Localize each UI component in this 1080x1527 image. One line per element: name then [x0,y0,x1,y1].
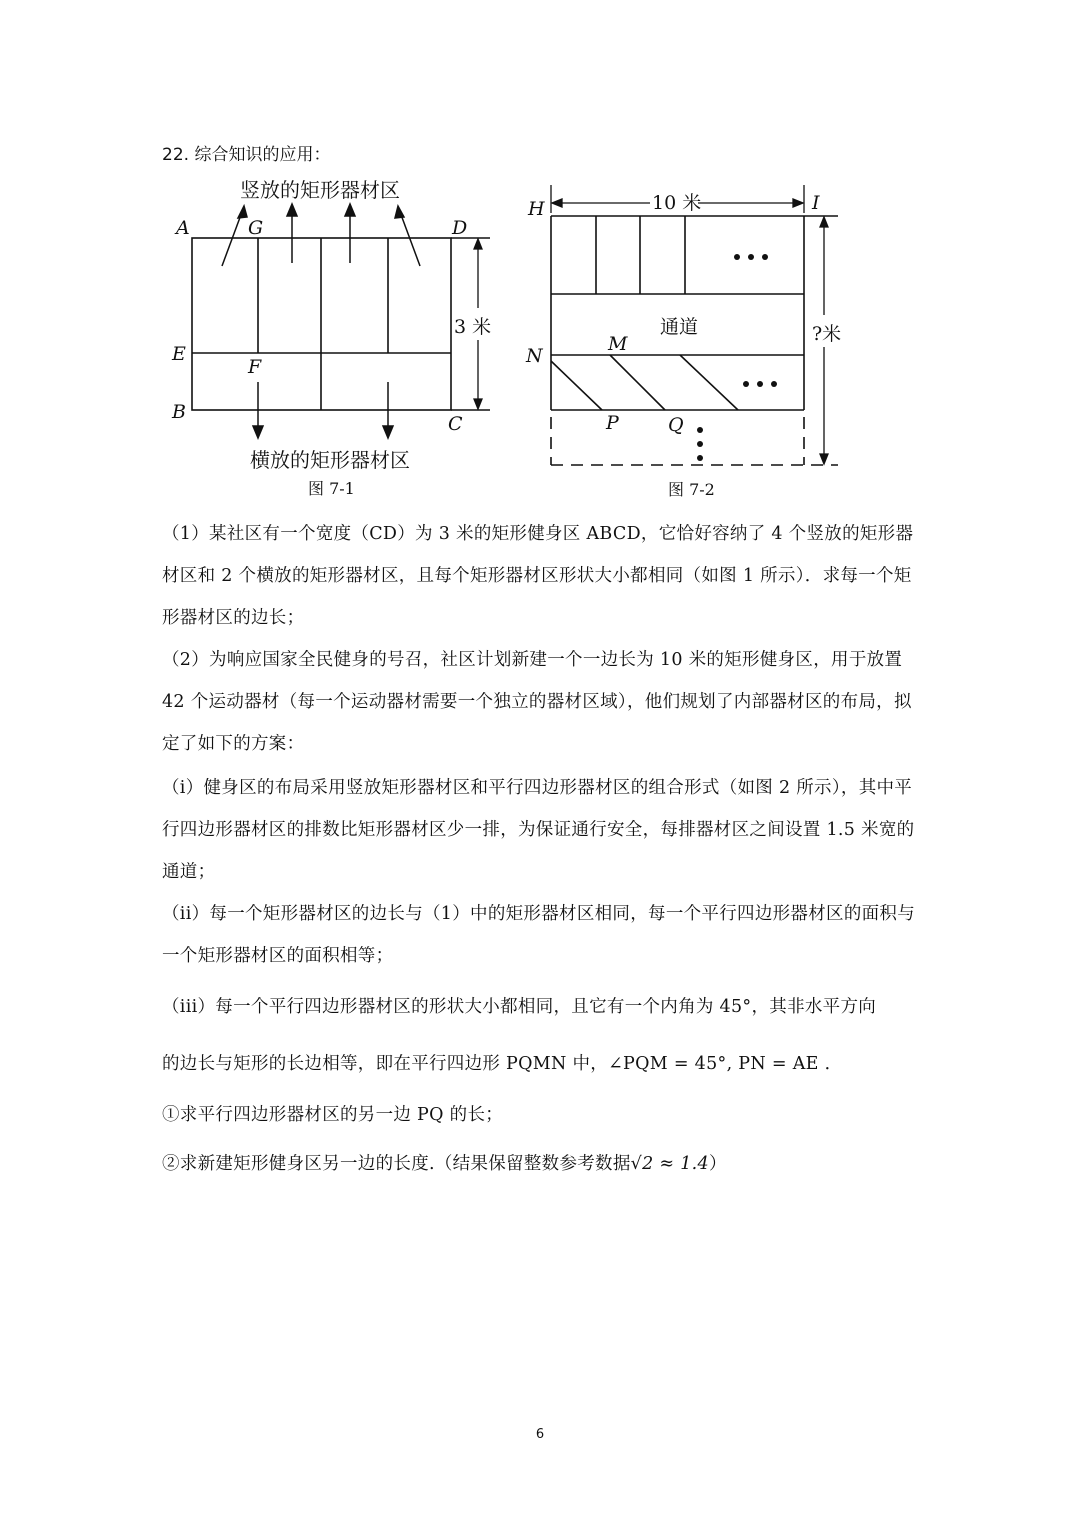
sub-question-2-text: ②求新建矩形健身区另一边的长度.（结果保留整数参考数据 [162,1154,631,1174]
point-a: A [176,217,190,239]
paragraph-part1: （1）某社区有一个宽度（CD）为 3 米的矩形健身区 ABCD，它恰好容纳了 4 个竖放的矩形器材区和 2 个横放的矩形器材区，且每个矩形器材区形状大小都相同（如图 1 所示）．求每一个矩形器材区的边长； [162,524,914,628]
width-label: 10 米 [652,192,702,214]
paragraph-case-iii-line2: 的边长与矩形的长边相等，即在平行四边形 PQMN 中，∠PQM = 45°, PN = AE ． [162,1054,843,1074]
point-c: C [448,413,463,435]
paragraph-case-i: （i）健身区的布局采用竖放矩形器材区和平行四边形器材区的组合形式（如图 2 所示），其中平行四边形器材区的排数比矩形器材区少一排，为保证通行安全，每排器材区之间设置 1.5 米宽的通道； [162,778,915,882]
figure-7-1 [160,170,500,510]
point-m: M [608,333,628,355]
point-n: N [526,345,543,367]
point-f: F [248,356,262,378]
sub-question-2 [162,1143,922,1185]
figure2-caption: 图 7-2 [668,480,715,499]
point-g: G [248,217,264,239]
figure1-top-label: 竖放的矩形器材区 [240,178,400,202]
point-b: B [172,401,186,423]
rect-abcd [192,238,490,410]
frame [551,216,838,410]
point-p: P [606,412,619,434]
sqrt-reference: √2 ≈ 1.4 [630,1154,709,1174]
figure1-bottom-label: 横放的矩形器材区 [250,448,410,472]
ellipsis-dots [697,254,777,461]
paragraph-case-ii: （ii）每一个矩形器材区的边长与（1）中的矩形器材区相同，每一个平行四边形器材区的面积与一个矩形器材区的面积相等； [162,904,916,966]
dimension-label: 3 米 [454,316,492,338]
point-i: I [812,192,820,214]
sub-question-1: ①求平行四边形器材区的另一边 PQ 的长； [162,1105,504,1125]
dashed-extension [551,417,838,465]
point-e: E [172,343,186,365]
question-title: 22. 综合知识的应用： [162,145,331,165]
sub-question-2-close: ） [708,1154,727,1174]
channel-label: 通道 [660,316,699,338]
height-label: ?米 [812,323,842,345]
point-q: Q [668,414,684,436]
page-number: 6 [535,1427,545,1442]
point-d: D [452,217,468,239]
figure-7-2 [520,185,860,505]
point-h: H [528,198,545,220]
paragraph-case-iii-line1: （iii）每一个平行四边形器材区的形状大小都相同，且它有一个内角为 45°，其非水平方向 [162,997,877,1017]
paragraph-part2: （2）为响应国家全民健身的号召，社区计划新建一个一边长为 10 米的矩形健身区，用于放置 42 个运动器材（每一个运动器材需要一个独立的器材区域），他们规划了内部器材区的布局，拟定了如下的方案： [162,650,912,754]
figure1-caption: 图 7-1 [308,479,355,498]
